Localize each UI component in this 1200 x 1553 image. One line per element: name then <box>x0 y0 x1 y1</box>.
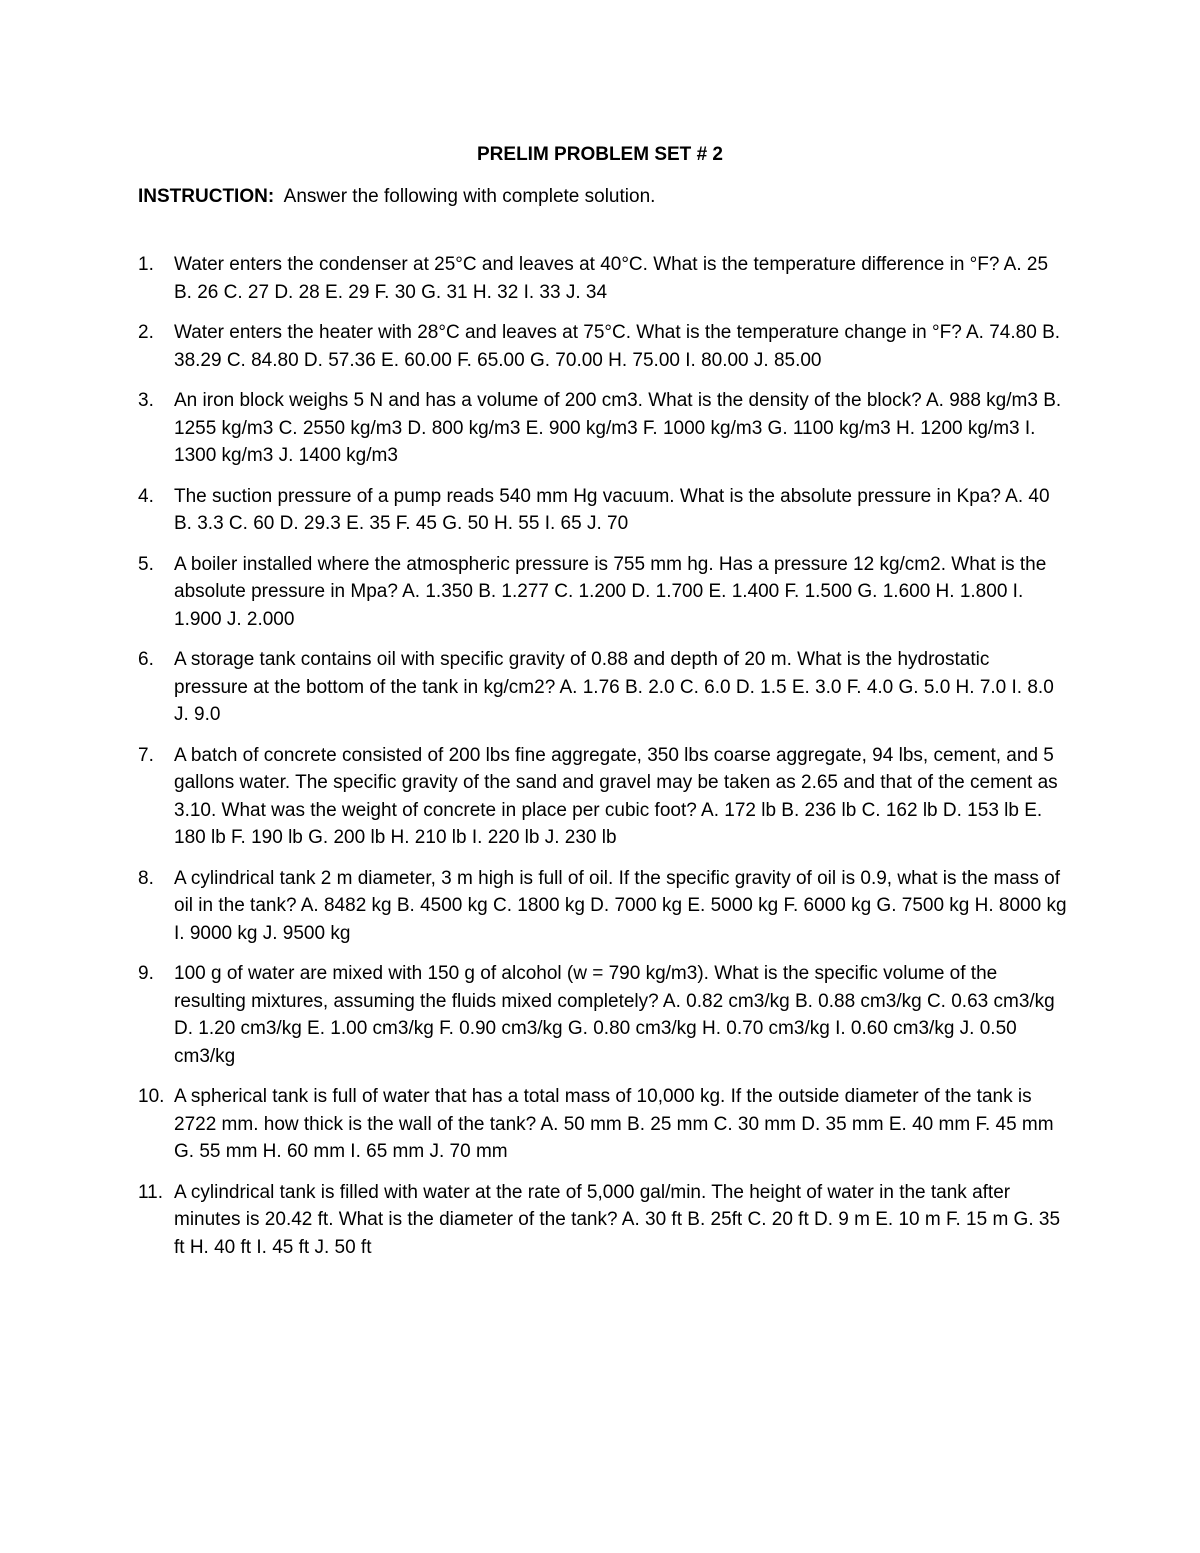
problem-text: The suction pressure of a pump reads 540 mm Hg vacuum. What is the absolute pressure in Kpa? A. 40 B. 3.3 C. 60 D. 29.3 E. 35 F. 45 G. 50 H. 55 I. 65 J. 70 <box>174 485 1050 534</box>
problem-item <box>138 251 1068 306</box>
problem-number: 7. <box>138 744 154 766</box>
problem-item <box>138 387 1068 470</box>
problem-number: 11. <box>138 1181 164 1203</box>
page-title: PRELIM PROBLEM SET # 2 <box>477 144 723 165</box>
problem-item <box>138 960 1068 1070</box>
problem-text: Water enters the heater with 28°C and leaves at 75°C. What is the temperature change in °F? A. 74.80 B. 38.29 C. 84.80 D. 57.36 E. 60.00 F. 65.00 G. 70.00 H. 75.00 I. 80.00 J. 85.00 <box>174 322 1061 371</box>
problem-number: 9. <box>138 963 154 984</box>
problem-text: Water enters the condenser at 25°C and leaves at 40°C. What is the temperature difference in °F? A. 25 B. 26 C. 27 D. 28 E. 29 F. 30 G. 31 H. 32 I. 33 J. 34 <box>174 254 1049 303</box>
problem-text: A cylindrical tank 2 m diameter, 3 m high is full of oil. If the specific gravity of oil is 0.9, what is the mass of oil in the tank? A. 8482 kg B. 4500 kg C. 1800 kg D. 7000 kg E. 5000 kg F. 6000 kg G. 7500 kg H. 8000 kg I. 9000 kg J. 9500 kg <box>174 867 1067 944</box>
problem-item <box>138 1179 1068 1262</box>
problem-number: 10. <box>138 1086 165 1107</box>
instruction <box>138 184 655 210</box>
problem-list <box>138 251 1068 1274</box>
instruction-label: INSTRUCTION: <box>138 186 275 207</box>
problem-item <box>138 865 1068 948</box>
problem-item <box>138 742 1068 852</box>
problem-item <box>138 1083 1068 1166</box>
problem-number: 4. <box>138 485 154 507</box>
problem-item <box>138 483 1068 538</box>
problem-number: 2. <box>138 322 154 343</box>
problem-number: 5. <box>138 553 154 575</box>
instruction-text: Answer the following with complete solution. <box>283 186 656 207</box>
problem-text: A storage tank contains oil with specific gravity of 0.88 and depth of 20 m. What is the hydrostatic pressure at the bottom of the tank in kg/cm2? A. 1.76 B. 2.0 C. 6.0 D. 1.5 E. 3.0 F. 4.0 G. 5.0 H. 7.0 I. 8.0 J. 9.0 <box>174 649 1054 725</box>
problem-text: 100 g of water are mixed with 150 g of alcohol (w = 790 kg/m3). What is the specific volume of the resulting mixtures, assuming the fluids mixed completely? A. 0.82 cm3/kg B. 0.88 cm3/kg C. 0.63 cm3/kg D. 1.20 cm3/kg E. 1.00 cm3/kg F. 0.90 cm3/kg G. 0.80 cm3/kg H. 0.70 cm3/kg I. 0.60 cm3/kg J. 0.50 cm3/kg <box>174 963 1055 1067</box>
problem-text: A spherical tank is full of water that has a total mass of 10,000 kg. If the outside diameter of the tank is 2722 mm. how thick is the wall of the tank? A. 50 mm B. 25 mm C. 30 mm D. 35 mm E. 40 mm F. 45 mm G. 55 mm H. 60 mm I. 65 mm J. 70 mm <box>174 1086 1054 1162</box>
problem-text: A boiler installed where the atmospheric pressure is 755 mm hg. Has a pressure 12 kg/cm2. What is the absolute pressure in Mpa? A. 1.350 B. 1.277 C. 1.200 D. 1.700 E. 1.400 F. 1.500 G. 1.600 H. 1.800 I. 1.900 J. 2.000 <box>174 553 1047 630</box>
problem-text: A cylindrical tank is filled with water at the rate of 5,000 gal/min. The height of water in the tank after minutes is 20.42 ft. What is the diameter of the tank? A. 30 ft B. 25ft C. 20 ft D. 9 m E. 10 m F. 15 m G. 35 ft H. 40 ft I. 45 ft J. 50 ft <box>174 1181 1061 1258</box>
problem-item <box>138 551 1068 634</box>
problem-text: A batch of concrete consisted of 200 lbs fine aggregate, 350 lbs coarse aggregate, 94 lbs, cement, and 5 gallons water. The specific gravity of the sand and gravel may be taken as 2.65 and that of the cement as 3.10. What was the weight of concrete in place per cubic foot? A. 172 lb B. 236 lb C. 162 lb D. 153 lb E. 180 lb F. 190 lb G. 200 lb H. 210 lb I. 220 lb J. 230 lb <box>174 744 1058 848</box>
problem-number: 3. <box>138 390 154 411</box>
problem-number: 8. <box>138 867 154 889</box>
problem-item <box>138 646 1068 729</box>
problem-text: An iron block weighs 5 N and has a volume of 200 cm3. What is the density of the block? A. 988 kg/m3 B. 1255 kg/m3 C. 2550 kg/m3 D. 800 kg/m3 E. 900 kg/m3 F. 1000 kg/m3 G. 1100 kg/m3 H. 1200 kg/m3 I. 1300 kg/m3 J. 1400 kg/m3 <box>174 390 1062 466</box>
problem-item <box>138 319 1068 374</box>
problem-number: 1. <box>138 254 154 275</box>
problem-number: 6. <box>138 649 154 670</box>
